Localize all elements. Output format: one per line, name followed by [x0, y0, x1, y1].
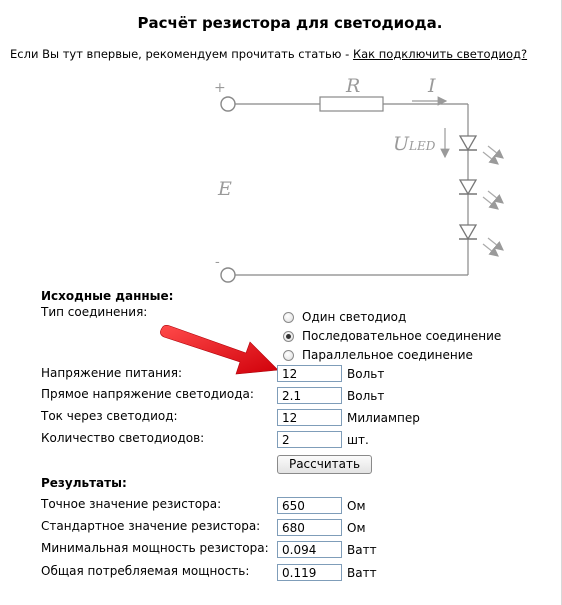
forward-voltage-unit: Вольт	[347, 389, 385, 403]
led-current-unit: Милиампер	[347, 411, 420, 425]
total-power-label: Общая потребляемая мощность:	[41, 564, 250, 578]
connection-type-label: Тип соединения:	[41, 305, 148, 319]
resistor-symbol	[320, 97, 383, 111]
supply-voltage-unit: Вольт	[347, 367, 385, 381]
radio-single-led-control[interactable]	[283, 312, 294, 323]
page-title: Расчёт резистора для светодиода.	[137, 14, 443, 32]
exact-resistor-unit: Ом	[347, 499, 366, 513]
inputs-heading: Исходные данные:	[41, 289, 174, 303]
min-power-unit: Ватт	[347, 543, 377, 557]
supply-voltage-label: E	[218, 178, 232, 200]
results-heading: Результаты:	[41, 476, 127, 490]
standard-resistor-unit: Ом	[347, 521, 366, 535]
led-count-label: Количество светодиодов:	[41, 431, 205, 445]
led-icon	[459, 180, 503, 225]
uled-subscript: LED	[409, 139, 436, 153]
led-current-input[interactable]	[277, 409, 342, 426]
radio-parallel-connection-label[interactable]: Параллельное соединение	[302, 348, 473, 362]
led-icon	[459, 225, 503, 256]
calculate-button[interactable]: Рассчитать	[277, 455, 372, 474]
intro-article-link[interactable]: Как подключить светодиод?	[352, 47, 528, 61]
forward-voltage-input[interactable]	[277, 387, 342, 404]
circuit-diagram	[0, 70, 562, 290]
supply-voltage-label: Напряжение питания:	[41, 366, 182, 380]
total-power-value[interactable]	[277, 564, 342, 581]
resistor-label: R	[346, 75, 361, 97]
svg-text:ULED	[393, 133, 436, 155]
plus-sign: +	[214, 80, 226, 96]
intro-text: Если Вы тут впервые, рекомендуем прочитать статью -	[10, 47, 353, 61]
standard-resistor-label: Стандартное значение резистора:	[41, 519, 261, 533]
current-label: I	[428, 75, 436, 97]
radio-series-connection[interactable]	[283, 329, 501, 343]
radio-series-connection-label[interactable]: Последовательное соединение	[302, 329, 502, 343]
led-icon	[459, 134, 503, 180]
led-count-input[interactable]	[277, 431, 342, 448]
intro-line	[10, 47, 527, 61]
total-power-unit: Ватт	[347, 566, 377, 580]
forward-voltage-label: Прямое напряжение светодиода:	[41, 387, 254, 401]
supply-voltage-input[interactable]	[277, 365, 342, 382]
positive-terminal	[221, 97, 235, 111]
radio-parallel-connection[interactable]	[283, 348, 473, 362]
radio-single-led[interactable]	[283, 310, 406, 324]
min-power-value[interactable]	[277, 541, 342, 558]
uled-label: U	[393, 133, 410, 155]
led-count-unit: шт.	[347, 433, 369, 447]
radio-single-led-label[interactable]: Один светодиод	[302, 310, 407, 324]
led-current-label: Ток через светодиод:	[41, 409, 178, 423]
minus-sign: -	[215, 254, 220, 270]
negative-terminal	[221, 268, 235, 282]
exact-resistor-value[interactable]	[277, 497, 342, 514]
min-power-label: Минимальная мощность резистора:	[41, 541, 269, 555]
exact-resistor-label: Точное значение резистора:	[41, 497, 222, 511]
standard-resistor-value[interactable]	[277, 519, 342, 536]
